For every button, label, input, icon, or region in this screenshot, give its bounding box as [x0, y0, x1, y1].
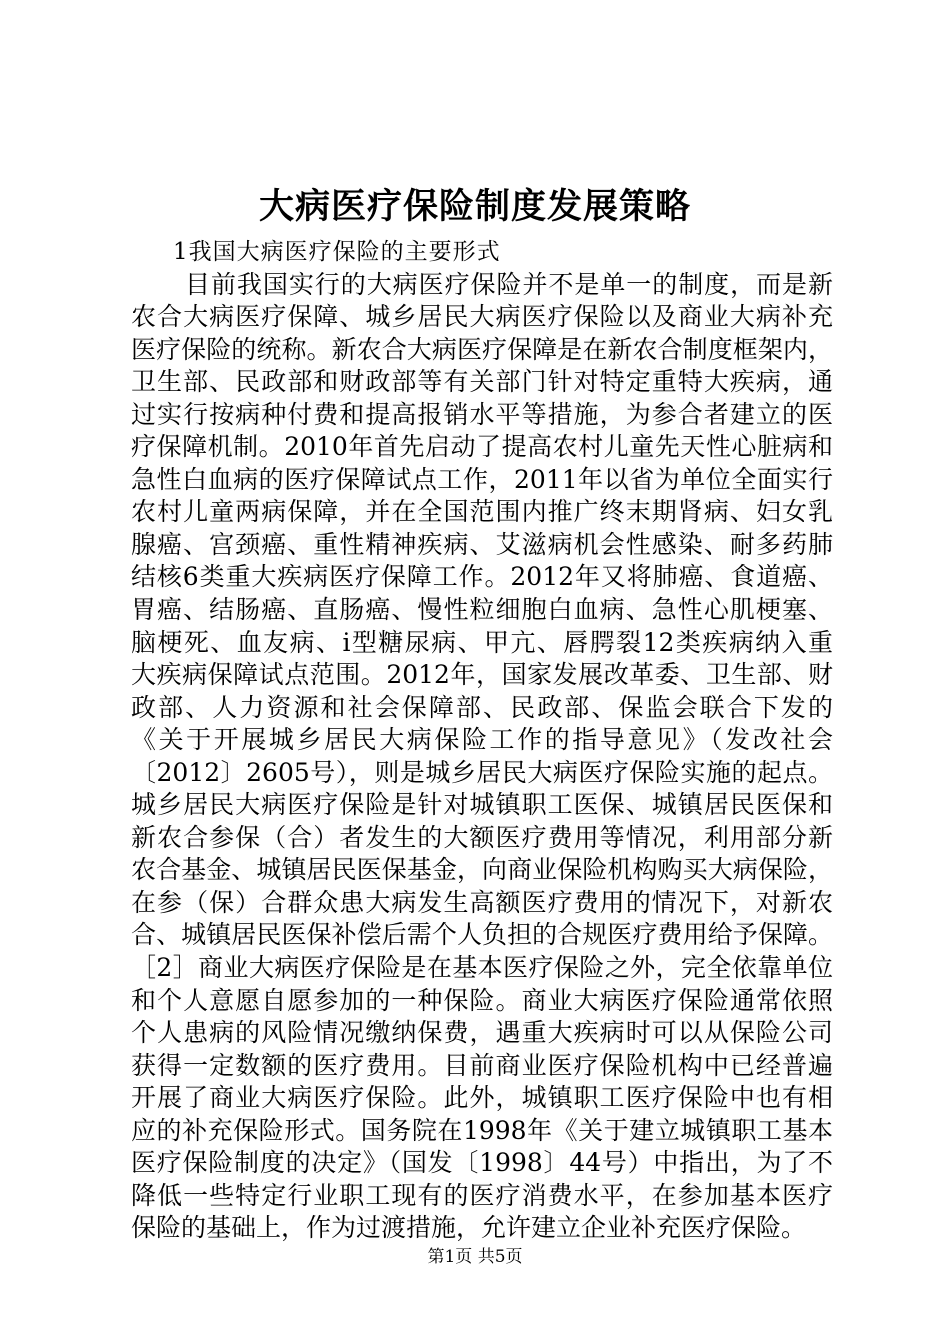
- paragraph-line: 新农合参保（合）者发生的大额医疗费用等情况，利用部分新: [131, 822, 833, 852]
- section-heading: 1我国大病医疗保险的主要形式: [173, 239, 501, 265]
- paragraph-line: ［2］商业大病医疗保险是在基本医疗保险之外，完全依靠单位: [131, 953, 833, 983]
- paragraph-line: 卫生部、民政部和财政部等有关部门针对特定重特大疾病，通: [131, 367, 833, 397]
- page-footer: 第1页 共5页: [427, 1247, 523, 1267]
- paragraph-line: 《关于开展城乡居民大病保险工作的指导意见》（发改社会: [131, 725, 833, 755]
- paragraph-line: 医疗保险制度的决定》（国发〔1998〕44号）中指出，为了不: [131, 1148, 833, 1178]
- paragraph-line: 农合基金、城镇居民医保基金，向商业保险机构购买大病保险，: [131, 855, 833, 885]
- paragraph-line: 大疾病保障试点范围。2012年，国家发展改革委、卫生部、财: [131, 660, 833, 690]
- paragraph-line: 急性白血病的医疗保障试点工作，2011年以省为单位全面实行: [131, 464, 833, 494]
- paragraph-line: 降低一些特定行业职工现有的医疗消费水平，在参加基本医疗: [131, 1180, 833, 1210]
- paragraph-line: 目前我国实行的大病医疗保险并不是单一的制度，而是新: [185, 269, 833, 299]
- paragraph-line: 在参（保）合群众患大病发生高额医疗费用的情况下，对新农: [131, 887, 833, 917]
- paragraph-line: 开展了商业大病医疗保险。此外，城镇职工医疗保险中也有相: [131, 1083, 833, 1113]
- paragraph-line: 疗保障机制。2010年首先启动了提高农村儿童先天性心脏病和: [131, 432, 833, 462]
- paragraph-line: 城乡居民大病医疗保险是针对城镇职工医保、城镇居民医保和: [131, 790, 833, 820]
- paragraph-line: 和个人意愿自愿参加的一种保险。商业大病医疗保险通常依照: [131, 985, 833, 1015]
- paragraph-line: 腺癌、宫颈癌、重性精神疾病、艾滋病机会性感染、耐多药肺: [131, 529, 833, 559]
- paragraph-line: 保险的基础上，作为过渡措施，允许建立企业补充医疗保险。: [131, 1213, 807, 1243]
- paragraph-line: 胃癌、结肠癌、直肠癌、慢性粒细胞白血病、急性心肌梗塞、: [131, 595, 833, 625]
- paragraph-line: 过实行按病种付费和提高报销水平等措施，为参合者建立的医: [131, 399, 833, 429]
- document-title: 大病医疗保险制度发展策略: [258, 186, 691, 227]
- document-body: [131, 236, 833, 1245]
- paragraph-line: 医疗保险的统称。新农合大病医疗保障是在新农合制度框架内，: [131, 334, 833, 364]
- paragraph-line: 合、城镇居民医保补偿后需个人负担的合规医疗费用给予保障。: [131, 920, 833, 950]
- paragraph-line: 个人患病的风险情况缴纳保费，遇重大疾病时可以从保险公司: [131, 1018, 833, 1048]
- paragraph-line: 获得一定数额的医疗费用。目前商业医疗保险机构中已经普遍: [131, 1050, 833, 1080]
- paragraph-line: 应的补充保险形式。国务院在1998年《关于建立城镇职工基本: [131, 1115, 833, 1145]
- paragraph-line: 政部、人力资源和社会保障部、民政部、保监会联合下发的: [131, 692, 833, 722]
- paragraph-line: 〔2012〕2605号），则是城乡居民大病医疗保险实施的起点。: [131, 757, 833, 787]
- paragraph-line: 结核6类重大疾病医疗保障工作。2012年又将肺癌、食道癌、: [131, 562, 833, 592]
- paragraph-line: 农村儿童两病保障，并在全国范围内推广终末期肾病、妇女乳: [131, 497, 833, 527]
- paragraph-line: 脑梗死、血友病、i型糖尿病、甲亢、唇腭裂12类疾病纳入重: [131, 627, 833, 657]
- paragraph-line: 农合大病医疗保障、城乡居民大病医疗保险以及商业大病补充: [131, 302, 833, 332]
